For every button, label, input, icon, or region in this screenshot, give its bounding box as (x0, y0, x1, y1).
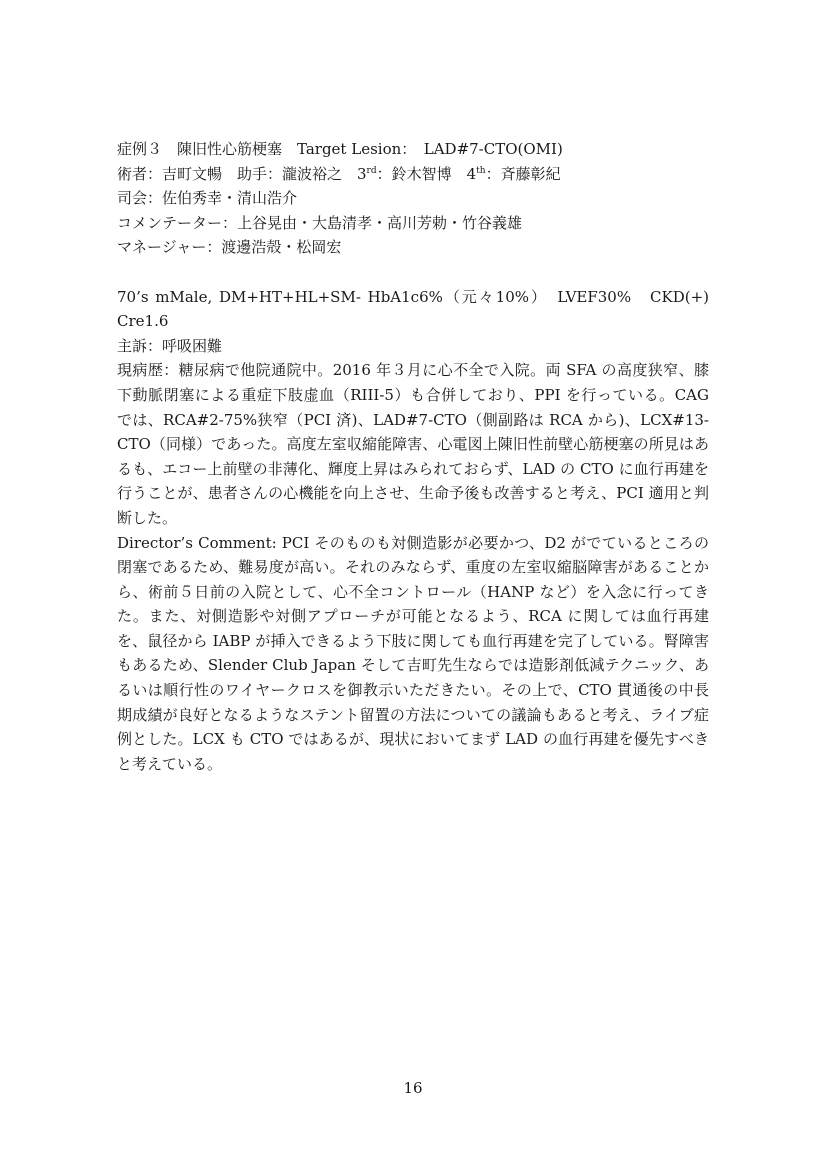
operators-line (117, 162, 709, 187)
operators-middle: ：鈴木智博 4 (376, 164, 477, 183)
chief-complaint: 主訴：呼吸困難 (117, 336, 223, 355)
operators-suffix: ：斉藤彰紀 (485, 164, 561, 183)
managers-line: マネージャー：渡邊浩殻・松岡宏 (117, 238, 342, 257)
moderators-line: 司会：佐伯秀幸・清山浩介 (117, 189, 298, 208)
operators-prefix: 術者：吉町文暢 助手：瀧波裕之 3 (117, 164, 367, 183)
page-number: 16 (403, 1079, 423, 1097)
case-title: 症例３ 陳旧性心筋梗塞 Target Lesion： LAD#7-CTO(OMI) (117, 140, 563, 158)
section-spacer (117, 260, 709, 285)
patient-profile: 70’s mMale, DM+HT+HL+SM- HbA1c6%（元々10%） LVEF30% CKD(+) Cre1.6 (117, 287, 709, 331)
commentators-line: コメンテーター：上谷晃由・大島清孝・高川芳勅・竹谷義雄 (117, 213, 523, 232)
document-body (117, 137, 709, 776)
present-history: 現病歴：糖尿病で他院通院中。2016 年３月に心不全で入院。両 SFA の高度狭窄、膝下動脈閉塞による重症下肢虚血（RIII-5）も合併しており、PPI を行っている。CAG では、RCA#2-75%狭窄（PCI 済)、LAD#7-CTO（側副路は RCA から)、LCX#13-CTO（同様）であった。高度左室収縮能障害、心電図上陳旧性前壁心筋梗塞の所見はあるも、エコー上前壁の非薄化、輝度上昇はみられておらず、LAD の CTO に血行再建を行うことが、患者さんの心機能を向上させ、生命予後も改善すると考え、PCI 適用と判断した。 (117, 361, 709, 527)
director-comment: Director’s Comment: PCI そのものも対側造影が必要かつ、D2 がでているところの閉塞であるため、難易度が高い。それのみならず、重度の左室収縮脳障害があることから、術前５日前の入院として、心不全コントロール（HANP など）を入念に行ってきた。また、対側造影や対側アプローチが可能となるよう、RCA に関しては血行再建を、鼠径から IABP が挿入できるよう下肢に関しても血行再建を完了している。腎障害もあるため、Slender Club Japan そして吉町先生ならでは造影剤低減テクニック、あるいは順行性のワイヤークロスを御教示いただきたい。その上で、CTO 貫通後の中長期成績が良好となるようなステント留置の方法についての議論もあると考え、ライブ症例とした。LCX も CTO ではあるが、現状においてまず LAD の血行再建を優先すべきと考えている。 (117, 533, 709, 773)
third-superscript: rd (366, 165, 377, 176)
fourth-superscript: th (476, 165, 486, 176)
